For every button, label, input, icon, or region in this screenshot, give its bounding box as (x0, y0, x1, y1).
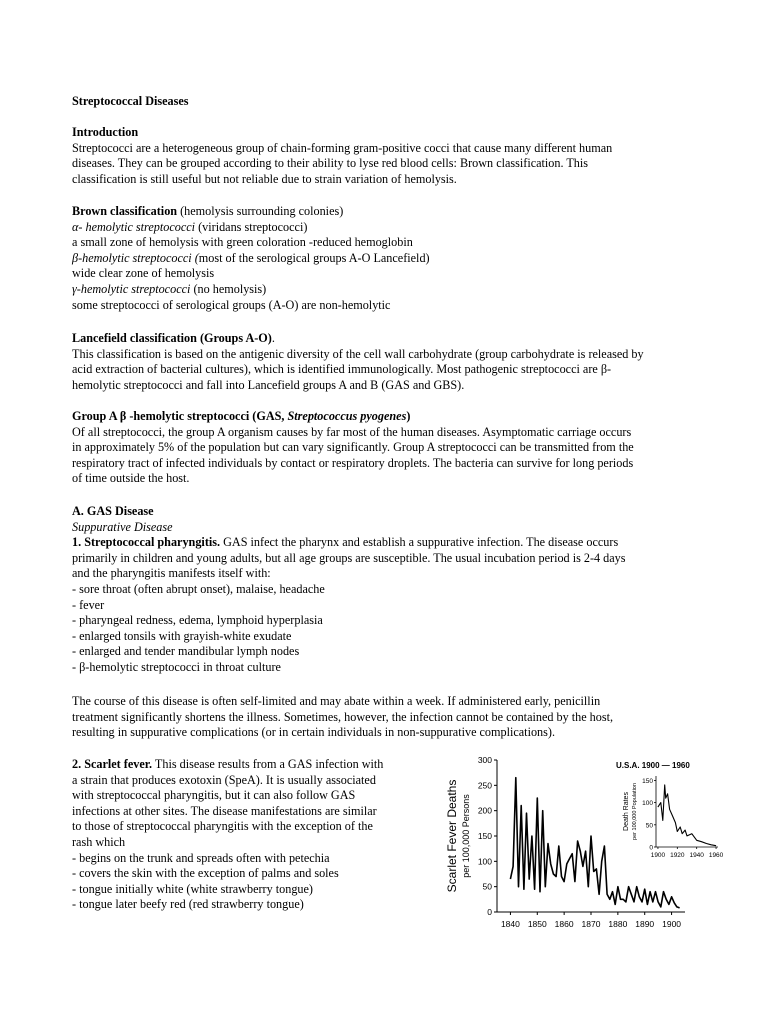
paragraph-line: and the pharyngitis manifests itself with: (72, 566, 271, 581)
alpha-note: (viridans streptococci) (195, 219, 308, 234)
y-axis-sublabel: per 100,000 Persons (461, 794, 471, 878)
paragraph-line: diseases. They can be grouped according to their ability to lyse red blood cells: Brown classification. This (72, 156, 589, 171)
paragraph-line: Of all streptococci, the group A organism causes by far most of the human diseases. Asymptomatic carriage occurs (72, 424, 632, 439)
gamma-line (72, 282, 430, 298)
paragraph-line: respiratory tract of infected individuals by contact or respiratory droplets. The bacteria can survive for long periods (72, 455, 634, 470)
y-tick-label: 300 (477, 755, 492, 765)
symptom-item: - pharyngeal redness, edema, lymphoid hyperplasia (72, 613, 323, 628)
suppurative-subheading: Suppurative Disease (72, 519, 173, 534)
y-tick-label: 250 (477, 780, 492, 791)
paragraph-line: acid extraction of bacterial cultures), which is identified immunologically. Most pathogenic streptococci are β- (72, 362, 612, 377)
brown-heading-note: (hemolysis surrounding colonies) (177, 204, 344, 218)
beta-description: wide clear zone of hemolysis (72, 266, 215, 281)
x-tick-label: 1880 (608, 919, 628, 929)
paragraph-line: primarily in children and young adults, but all age groups are susceptible. The usual incubation period is 2-4 days (72, 550, 626, 565)
gas-heading: A. GAS Disease (72, 504, 154, 518)
inset-title: U.S.A. 1900 — 1960 (616, 761, 690, 770)
paragraph-line: of time outside the host. (72, 471, 190, 486)
inset-y-tick-label: 50 (645, 822, 653, 830)
lancefield-heading: Lancefield classification (Groups A-O) (72, 331, 272, 345)
alpha-description: a small zone of hemolysis with green coloration -reduced hemoglobin (72, 235, 413, 250)
inset-y-sublabel: per 100,000 Population (632, 783, 638, 840)
y-tick-label: 200 (477, 805, 492, 816)
gamma-note: (no hemolysis) (190, 281, 267, 296)
inset-x-tick-label: 1920 (670, 852, 685, 859)
symptom-item: - covers the skin with the exception of palms and soles (72, 866, 339, 881)
y-tick-label: 0 (487, 907, 492, 917)
alpha-name: α- hemolytic streptococci (72, 219, 196, 234)
paragraph-line: resulting in suppurative complications (or in certain individuals in non-suppurative complications). (72, 725, 555, 740)
symptom-item: - enlarged tonsils with grayish-white exudate (72, 628, 292, 643)
y-tick-label: 50 (482, 881, 492, 892)
y-tick-label: 150 (477, 831, 492, 841)
brown-heading: Brown classification (72, 204, 178, 218)
symptom-item: - begins on the trunk and spreads often with petechia (72, 850, 330, 865)
y-tick-label: 100 (477, 856, 492, 867)
brown-classification-section (72, 204, 430, 313)
brown-heading-line (72, 204, 430, 220)
paragraph-line: infections at other sites. The disease manifestations are similar (72, 803, 377, 818)
heading-period: . (271, 331, 275, 345)
paragraph-line: rash which (72, 834, 126, 849)
lancefield-heading-line (72, 331, 644, 347)
gamma-description: some streptococci of serological groups (A-O) are non-hemolytic (72, 297, 391, 312)
paragraph-line: to those of streptococcal pharyngitis with the exception of the (72, 819, 373, 834)
group-a-heading (72, 409, 634, 425)
inset-x-tick-label: 1960 (708, 852, 724, 859)
group-a-section (72, 409, 634, 487)
pharyngitis-text: GAS infect the pharynx and establish a suppurative infection. The disease occurs (220, 535, 619, 550)
paragraph-line: in approximately 5% of the population but can vary significantly. Group A streptococci can be transmitted from the (72, 440, 634, 455)
beta-name: β-hemolytic streptococci ( (72, 250, 199, 265)
gas-disease-section (72, 504, 626, 676)
paragraph-line: The course of this disease is often self-limited and may abate within a week. If administered early, penicillin (72, 694, 601, 708)
introduction-section (72, 125, 612, 187)
paragraph-line: classification is still useful but not reliable due to strain variation of hemolysis. (72, 171, 457, 186)
symptom-item: - tongue later beefy red (red strawberry tongue) (72, 897, 304, 912)
introduction-heading: Introduction (72, 125, 139, 139)
inset-series-line (658, 785, 716, 846)
scarlet-fever-section (72, 757, 383, 913)
paragraph-line: Streptococci are a heterogeneous group of chain-forming gram-positive cocci that cause many different human (72, 140, 613, 155)
scarlet-first-line (72, 757, 383, 773)
symptom-item: - enlarged and tender mandibular lymph nodes (72, 644, 300, 659)
symptom-item: - sore throat (often abrupt onset), malaise, headache (72, 581, 325, 596)
pharyngitis-first-line (72, 535, 626, 551)
group-a-heading-text: Group A β -hemolytic streptococci (GAS, (72, 409, 288, 423)
paragraph-line: with streptococcal pharyngitis, but it can also follow GAS (72, 788, 356, 803)
x-tick-label: 1840 (500, 919, 520, 929)
scarlet-fever-chart (440, 752, 730, 942)
symptom-item: - β-hemolytic streptococci in throat culture (72, 659, 281, 674)
scarlet-label: 2. Scarlet fever. (72, 757, 153, 771)
paragraph-line: This classification is based on the antigenic diversity of the cell wall carbohydrate (group carbohydrate is released by (72, 346, 644, 361)
beta-line (72, 251, 430, 267)
x-tick-label: 1890 (635, 919, 655, 929)
group-a-heading-close: ) (406, 409, 411, 423)
inset-y-tick-label: 150 (642, 777, 653, 785)
pharyngitis-label: 1. Streptococcal pharyngitis. (72, 535, 221, 550)
beta-note: most of the serological groups A-O Lancefield) (198, 250, 430, 265)
gamma-name: γ-hemolytic streptococci (72, 281, 191, 296)
alpha-line (72, 220, 430, 236)
inset-y-tick-label: 100 (642, 800, 653, 808)
inset-y-tick-label: 0 (649, 844, 653, 852)
scarlet-fever-series-line (510, 778, 679, 908)
y-axis-label: Scarlet Fever Deaths (445, 779, 459, 893)
paragraph-line: hemolytic streptococci and fall into Lancefield groups A and B (GAS and GBS). (72, 377, 465, 392)
inset-x-tick-label: 1900 (650, 852, 666, 859)
species-name: Streptococcus pyogenes (287, 409, 407, 423)
document-title: Streptococcal Diseases (72, 94, 189, 108)
x-tick-label: 1850 (527, 919, 547, 929)
inset-x-tick-label: 1940 (689, 852, 704, 859)
inset-y-label: Death Rates (623, 792, 630, 831)
x-tick-label: 1900 (662, 919, 682, 929)
x-tick-label: 1860 (554, 919, 574, 929)
paragraph-line: treatment significantly shortens the illness. Sometimes, however, the infection cannot be contained by the host, (72, 709, 614, 724)
symptom-item: - tongue initially white (white strawberry tongue) (72, 881, 313, 896)
course-paragraph (72, 694, 613, 741)
lancefield-section (72, 331, 644, 393)
symptom-item: - fever (72, 597, 105, 612)
x-tick-label: 1870 (581, 919, 601, 929)
paragraph-line: a strain that produces exotoxin (SpeA). It is usually associated (72, 772, 376, 787)
scarlet-text: This disease results from a GAS infection with (152, 757, 384, 771)
